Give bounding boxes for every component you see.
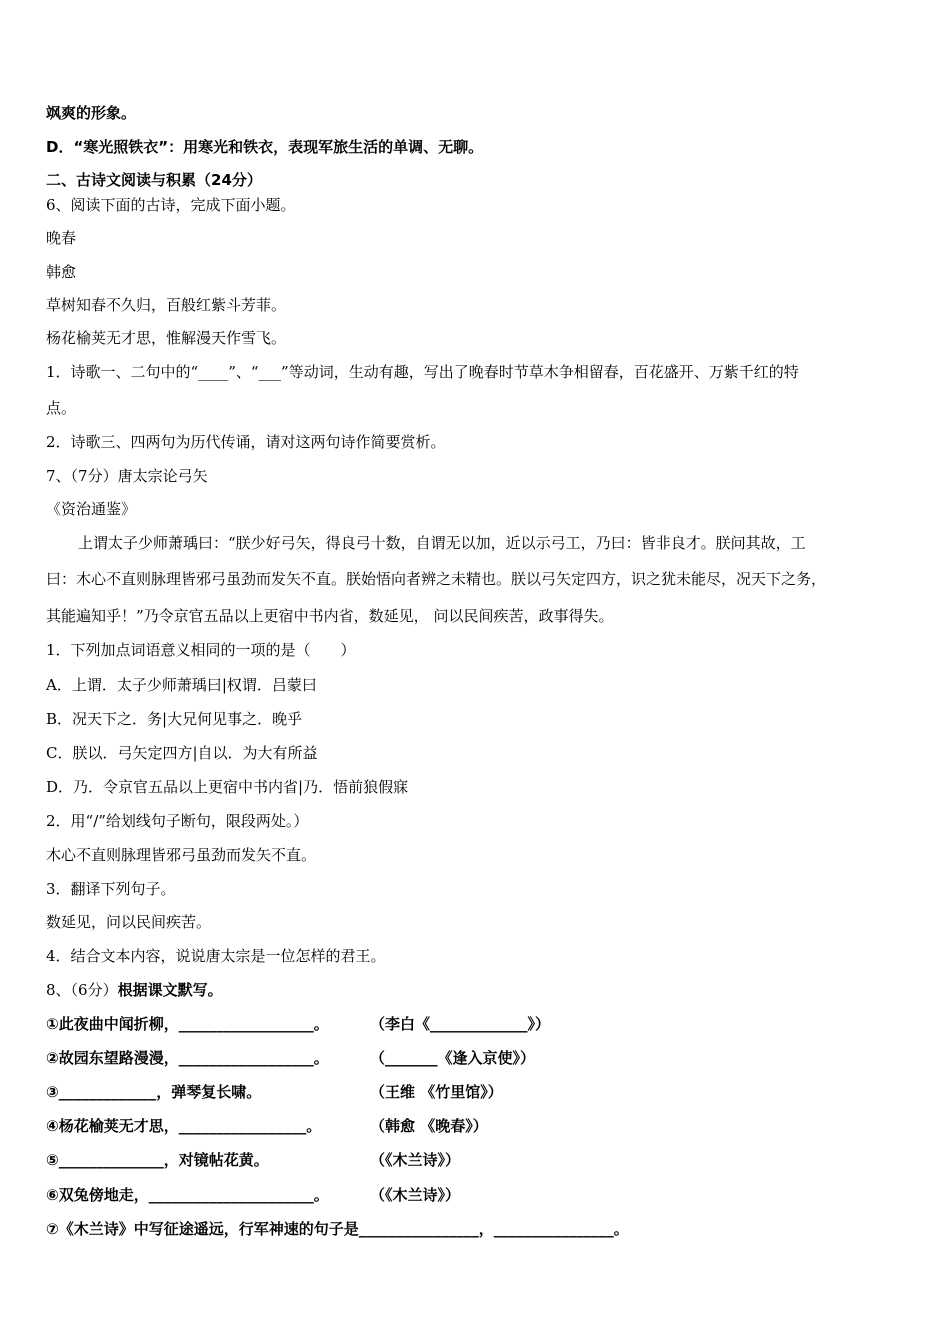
- dictation-3-source: （王维 《竹里馆》）: [370, 1083, 503, 1101]
- dictation-6-source: （《木兰诗》）: [370, 1186, 461, 1204]
- text-line: 飒爽的形象。: [46, 104, 137, 122]
- question-7-1: 1．下列加点词语意义相同的一项的是（ ）: [46, 641, 356, 659]
- dictation-3: ③_____________，弹琴复长啸。: [46, 1083, 262, 1101]
- dictation-1: ①此夜曲中闻折柳，__________________。: [46, 1015, 329, 1033]
- question-6-2: 2．诗歌三、四两句为历代传诵，请对这两句诗作简要赏析。: [46, 433, 446, 451]
- dictation-1-source: （李白《_____________》）: [370, 1015, 551, 1033]
- question-7-4: 4．结合文本内容，说说唐太宗是一位怎样的君王。: [46, 947, 386, 965]
- option-a: A．上谓．太子少师萧瑀曰|权谓．吕蒙曰: [46, 676, 317, 694]
- sentence: 数延见，问以民间疾苦。: [46, 913, 212, 931]
- option-d: D．乃．令京官五品以上更宿中书内省|乃．悟前狼假寐: [46, 778, 409, 796]
- option-d: D．“寒光照铁衣”：用寒光和铁衣，表现军旅生活的单调、无聊。: [46, 138, 484, 156]
- poem-line: 杨花榆荚无才思，惟解漫天作雪飞。: [46, 329, 287, 347]
- poem-title: 晚春: [46, 229, 77, 247]
- poem-author: 韩愈: [46, 263, 77, 281]
- passage-line: 其能遍知乎！”乃令京官五品以上更宿中书内省，数延见， 问以民间疾苦，政事得失。: [46, 607, 614, 625]
- dictation-7: ⑦《木兰诗》中写征途遥远，行军神速的句子是________________，________________。: [46, 1220, 629, 1238]
- option-b: B．况天下之．务|大兄何见事之．晚乎: [46, 710, 303, 728]
- question-6-1-cont: 点。: [46, 399, 77, 417]
- question-7: 7、（7分）唐太宗论弓矢: [46, 467, 208, 485]
- poem-line: 草树知春不久归，百般红紫斗芳菲。: [46, 296, 287, 314]
- question-6: 6、阅读下面的古诗，完成下面小题。: [46, 196, 296, 214]
- option-c: C．朕以．弓矢定四方|自以．为大有所益: [46, 744, 318, 762]
- passage-line: 上谓太子少师萧瑀曰：“朕少好弓矢，得良弓十数，自谓无以加，近以示弓工，乃曰：皆非良才。朕问其故，工: [78, 534, 806, 552]
- dictation-6: ⑥双兔傍地走，______________________。: [46, 1186, 329, 1204]
- dictation-4-source: （韩愈 《晚春》）: [370, 1117, 488, 1135]
- question-6-1: 1．诗歌一、二句中的“____”、“___”等动词，生动有趣，写出了晚春时节草木争相留春，百花盛开、万紫千红的特: [46, 363, 799, 381]
- question-7-3: 3．翻译下列句子。: [46, 880, 176, 898]
- dictation-2: ②故园东望路漫漫，__________________。: [46, 1049, 329, 1067]
- question-number: 8、（6分）: [46, 981, 118, 999]
- passage-line: 曰：木心不直则脉理皆邪弓虽劲而发矢不直。朕始悟向者辨之未精也。朕以弓矢定四方，识之犹未能尽，况天下之务，: [46, 570, 827, 588]
- dictation-5: ⑤______________，对镜帖花黄。: [46, 1151, 269, 1169]
- section-heading: 二、古诗文阅读与积累（24分）: [46, 171, 262, 189]
- dictation-5-source: （《木兰诗》）: [370, 1151, 461, 1169]
- dictation-2-source: （_______《逢入京使》）: [370, 1049, 536, 1067]
- sentence: 木心不直则脉理皆邪弓虽劲而发矢不直。: [46, 846, 317, 864]
- source: 《资治通鉴》: [46, 500, 137, 518]
- question-7-2: 2．用“/”给划线句子断句，限段两处。）: [46, 812, 309, 830]
- dictation-4: ④杨花榆荚无才思，_________________。: [46, 1117, 322, 1135]
- question-text: 根据课文默写。: [117, 981, 223, 999]
- question-8: [46, 980, 223, 1000]
